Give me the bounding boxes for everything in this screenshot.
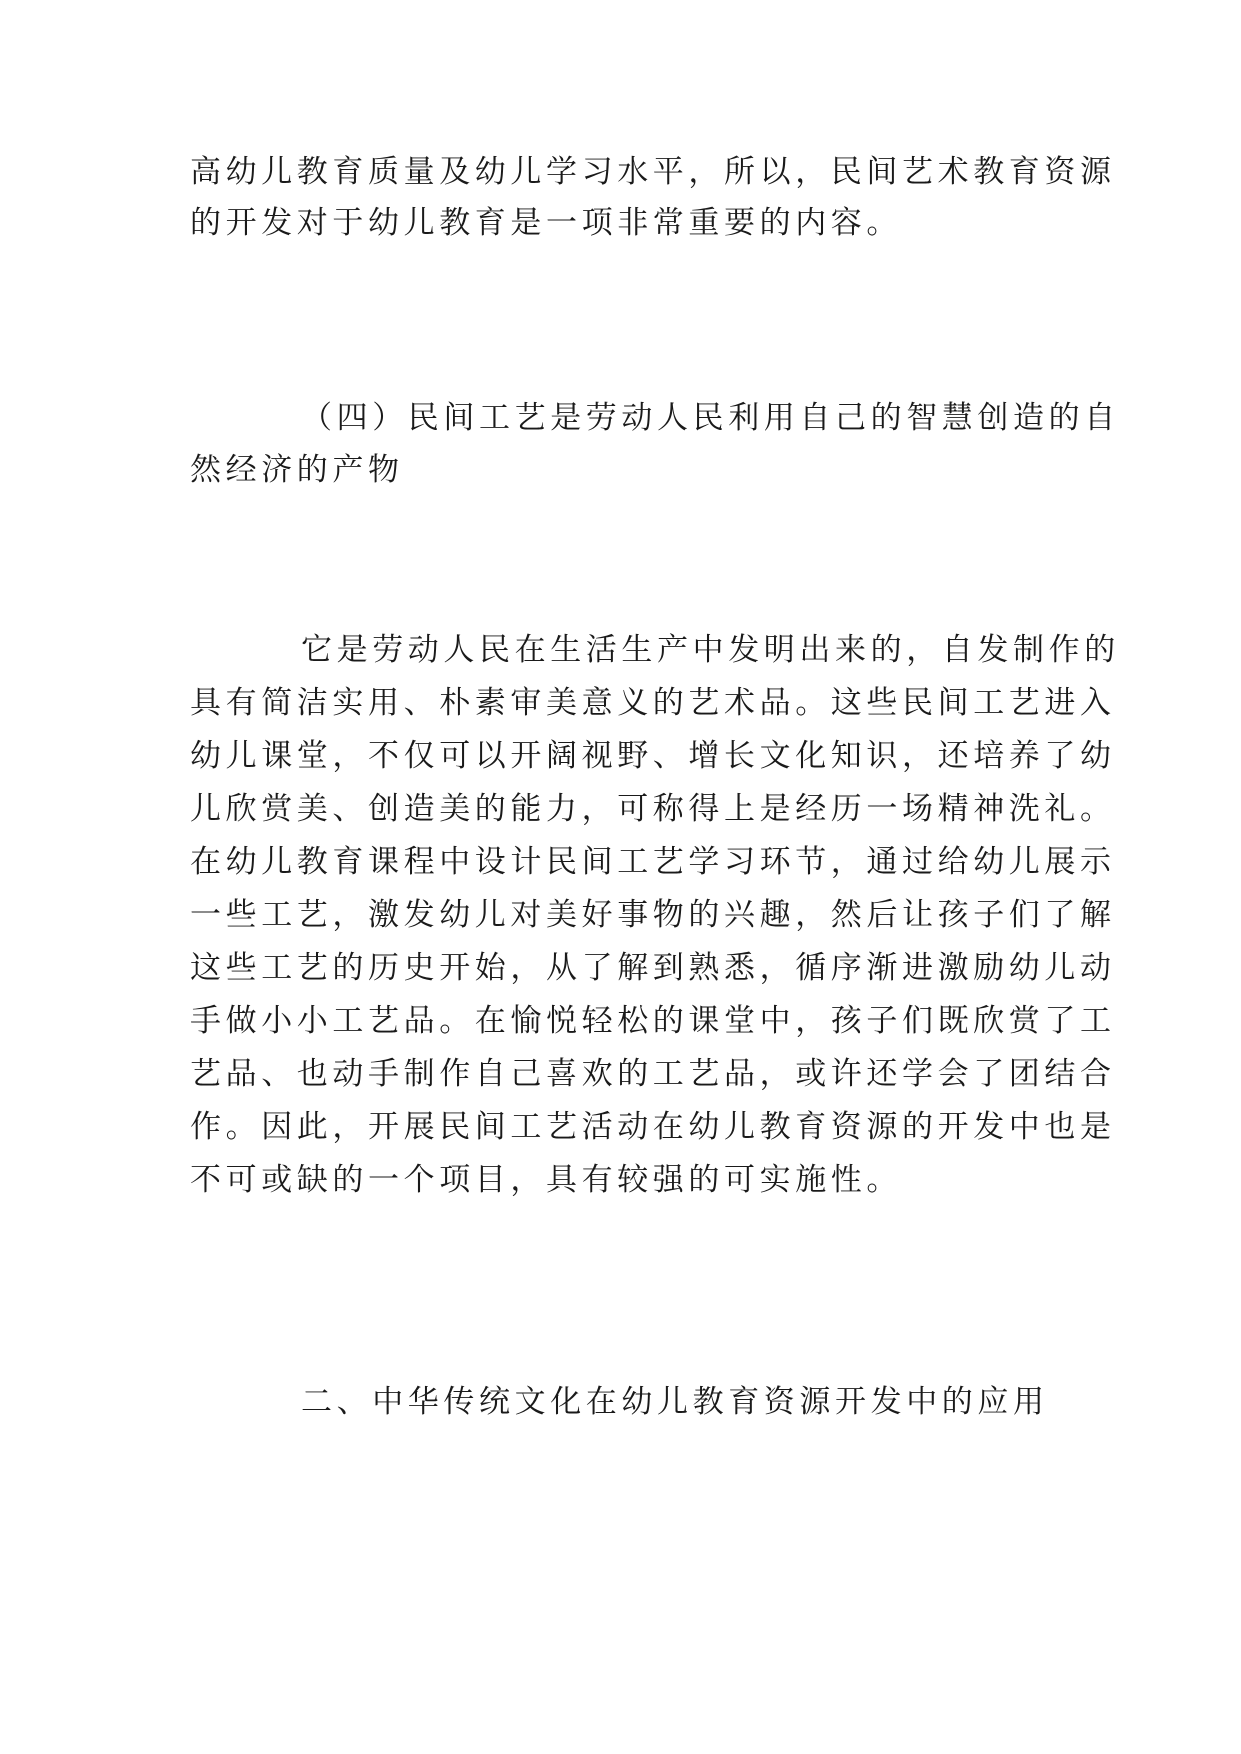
paragraph-2-line-2: 具有简洁实用、朴素审美意义的艺术品。这些民间工艺进入 bbox=[190, 685, 1116, 721]
paragraph-2-line-4: 儿欣赏美、创造美的能力，可称得上是经历一场精神洗礼。 bbox=[190, 791, 1116, 827]
paragraph-1-line-2: 的开发对于幼儿教育是一项非常重要的内容。 bbox=[190, 205, 902, 241]
paragraph-2-line-9: 艺品、也动手制作自己喜欢的工艺品，或许还学会了团结合 bbox=[190, 1056, 1116, 1092]
paragraph-2-line-11: 不可或缺的一个项目，具有较强的可实施性。 bbox=[190, 1162, 902, 1198]
paragraph-2-line-8: 手做小小工艺品。在愉悦轻松的课堂中，孩子们既欣赏了工 bbox=[190, 1003, 1116, 1039]
paragraph-2-line-1: 它是劳动人民在生活生产中发明出来的，自发制作的 bbox=[301, 632, 1120, 668]
heading-4-line-1: （四）民间工艺是劳动人民利用自己的智慧创造的自 bbox=[301, 400, 1120, 436]
paragraph-2-line-7: 这些工艺的历史开始，从了解到熟悉，循序渐进激励幼儿动 bbox=[190, 950, 1116, 986]
paragraph-2-line-6: 一些工艺，激发幼儿对美好事物的兴趣，然后让孩子们了解 bbox=[190, 897, 1116, 933]
paragraph-1-line-1: 高幼儿教育质量及幼儿学习水平，所以，民间艺术教育资源 bbox=[190, 154, 1116, 190]
heading-4-line-2: 然经济的产物 bbox=[190, 452, 404, 488]
paragraph-2-line-10: 作。因此，开展民间工艺活动在幼儿教育资源的开发中也是 bbox=[190, 1109, 1116, 1145]
paragraph-2-line-3: 幼儿课堂，不仅可以开阔视野、增长文化知识，还培养了幼 bbox=[190, 738, 1116, 774]
section-2-heading: 二、中华传统文化在幼儿教育资源开发中的应用 bbox=[301, 1384, 1049, 1420]
paragraph-2-line-5: 在幼儿教育课程中设计民间工艺学习环节，通过给幼儿展示 bbox=[190, 844, 1116, 880]
